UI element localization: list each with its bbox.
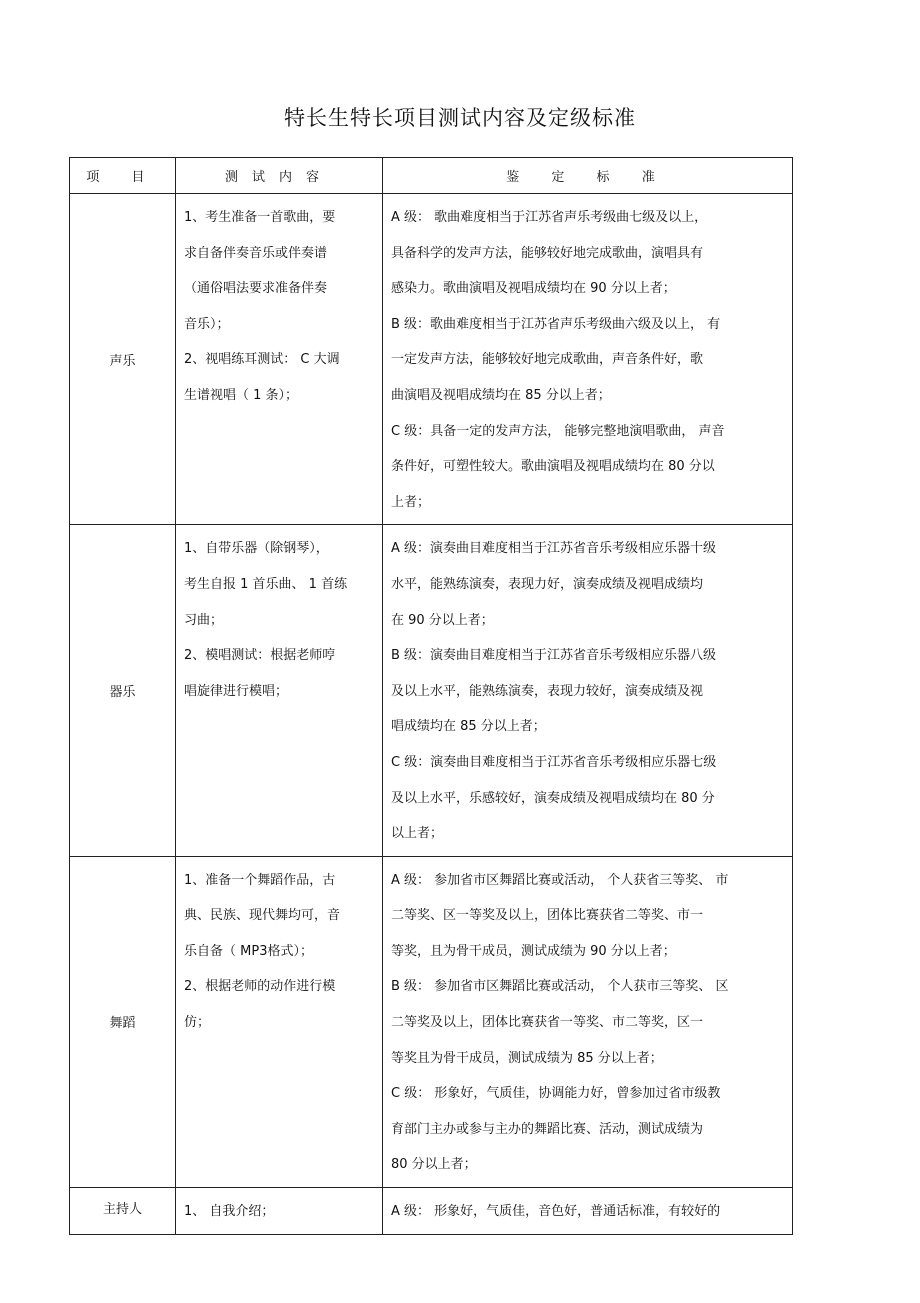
criteria-line: 育部门主办或参与主办的舞蹈比赛、活动，测试成绩为	[391, 1121, 704, 1137]
content-line: 求自备伴奏音乐或伴奏谱	[184, 245, 328, 261]
header-content: 测试内容	[176, 158, 383, 194]
criteria-line: A 级： 形象好，气质佳，音色好，普通话标准，有较好的	[391, 1204, 721, 1220]
content-line: 2、根据老师的动作进行模	[184, 979, 336, 995]
content-line: 典、民族、现代舞均可，音	[184, 908, 341, 924]
standards-table	[69, 157, 793, 1235]
content-line: 1、准备一个舞蹈作品，古	[184, 872, 336, 888]
row-item-name: 舞蹈	[70, 856, 176, 1187]
criteria-line: 在 90 分以上者；	[391, 612, 494, 628]
criteria-cell	[383, 856, 793, 1187]
criteria-line: B 级：演奏曲目难度相当于江苏省音乐考级相应乐器八级	[391, 648, 717, 664]
header-criteria: 鉴 定 标 准	[383, 158, 793, 194]
criteria-line: 以上者；	[391, 826, 444, 842]
content-line: 生谱视唱（ 1 条）；	[184, 387, 299, 403]
content-line: 1、 自我介绍；	[184, 1204, 275, 1220]
table-row	[70, 856, 793, 1187]
page-title: 特长生特长项目测试内容及定级标准	[284, 106, 636, 130]
criteria-line: B 级： 参加省市区舞蹈比赛或活动， 个人获市三等奖、 区	[391, 979, 729, 995]
criteria-line: C 级：演奏曲目难度相当于江苏省音乐考级相应乐器七级	[391, 754, 717, 770]
criteria-line: B 级：歌曲难度相当于江苏省声乐考级曲六级及以上， 有	[391, 316, 721, 332]
row-item-name: 声乐	[70, 194, 176, 525]
criteria-line: 等奖，且为骨干成员，测试成绩为 90 分以上者；	[391, 943, 676, 959]
test-content-cell	[176, 525, 383, 856]
test-content-cell	[176, 856, 383, 1187]
criteria-line: 及以上水平，乐感较好，演奏成绩及视唱成绩均在 80 分	[391, 790, 715, 806]
criteria-line: 唱成绩均在 85 分以上者；	[391, 719, 546, 735]
content-line: 1、自带乐器（除钢琴），	[184, 541, 329, 557]
table-row	[70, 1188, 793, 1235]
content-line: 乐自备（ MP3格式）；	[184, 943, 313, 959]
table-row	[70, 194, 793, 525]
criteria-line: 二等奖、区一等奖及以上，团体比赛获省二等奖、市一	[391, 908, 704, 924]
criteria-line: 具备科学的发声方法，能够较好地完成歌曲，演唱具有	[391, 245, 704, 261]
criteria-cell	[383, 194, 793, 525]
content-line: 2、视唱练耳测试： C 大调	[184, 352, 340, 368]
criteria-line: C 级：具备一定的发声方法， 能够完整地演唱歌曲， 声音	[391, 423, 725, 439]
criteria-line: A 级： 参加省市区舞蹈比赛或活动， 个人获省三等奖、 市	[391, 872, 729, 888]
test-content-cell	[176, 1188, 383, 1235]
content-line: 音乐）；	[184, 316, 230, 332]
content-line: 习曲；	[184, 612, 224, 628]
criteria-line: 上者；	[391, 494, 431, 510]
criteria-line: 一定发声方法，能够较好地完成歌曲，声音条件好，歌	[391, 352, 704, 368]
criteria-line: 条件好，可塑性较大。歌曲演唱及视唱成绩均在 80 分以	[391, 459, 715, 475]
criteria-line: 及以上水平，能熟练演奏，表现力较好，演奏成绩及视	[391, 683, 704, 699]
content-line: 1、考生准备一首歌曲，要	[184, 210, 336, 225]
row-item-name: 主持人	[70, 1188, 176, 1235]
content-line: 2、模唱测试：根据老师哼	[184, 648, 336, 664]
criteria-line: 二等奖及以上，团体比赛获省一等奖、市二等奖，区一	[391, 1015, 704, 1031]
content-line: 仿；	[184, 1015, 211, 1031]
criteria-line: 80 分以上者；	[391, 1157, 477, 1173]
criteria-line: 水平，能熟练演奏，表现力好，演奏成绩及视唱成绩均	[391, 576, 704, 592]
criteria-line: 曲演唱及视唱成绩均在 85 分以上者；	[391, 387, 611, 403]
content-line: 考生自报 1 首乐曲、 1 首练	[184, 576, 348, 592]
table-body	[70, 194, 793, 1235]
table-header-row	[70, 158, 793, 194]
test-content-cell	[176, 194, 383, 525]
content-line: 唱旋律进行模唱；	[184, 683, 289, 699]
table-row	[70, 525, 793, 856]
criteria-line: A 级： 歌曲难度相当于江苏省声乐考级曲七级及以上，	[391, 210, 708, 225]
criteria-line: C 级： 形象好，气质佳，协调能力好，曾参加过省市级教	[391, 1086, 721, 1102]
content-line: （通俗唱法要求准备伴奏	[184, 281, 328, 297]
criteria-cell	[383, 525, 793, 856]
criteria-line: A 级：演奏曲目难度相当于江苏省音乐考级相应乐器十级	[391, 541, 717, 557]
row-item-name: 器乐	[70, 525, 176, 856]
header-item: 项 目	[70, 158, 176, 194]
criteria-cell	[383, 1188, 793, 1235]
criteria-line: 感染力。歌曲演唱及视唱成绩均在 90 分以上者；	[391, 281, 676, 297]
criteria-line: 等奖且为骨干成员，测试成绩为 85 分以上者；	[391, 1050, 663, 1066]
